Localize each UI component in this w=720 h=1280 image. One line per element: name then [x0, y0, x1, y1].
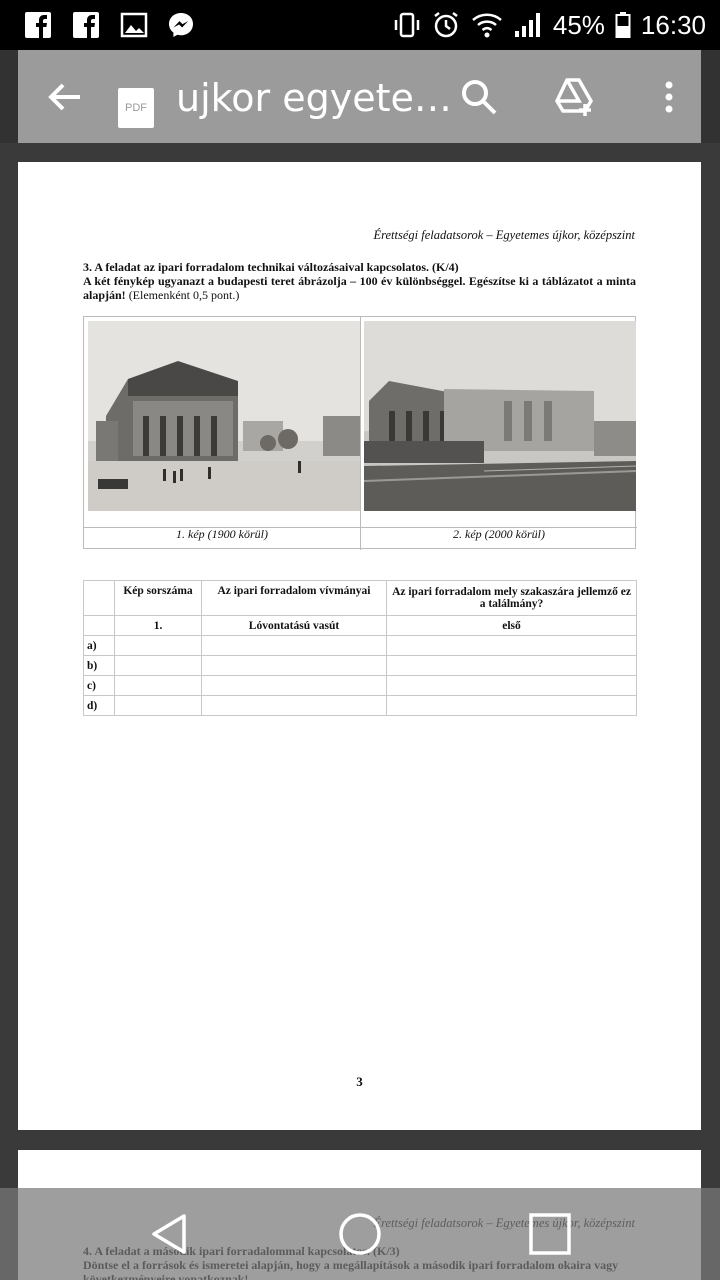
photo-divider	[360, 317, 361, 550]
row-label: c)	[84, 676, 115, 696]
answer-cell	[202, 656, 387, 676]
table-row	[84, 636, 637, 656]
navigation-bar	[0, 1188, 720, 1280]
vibrate-icon	[393, 11, 421, 39]
table-corner-cell	[84, 581, 115, 616]
add-to-drive-icon[interactable]	[553, 76, 595, 118]
pdf-file-icon	[118, 88, 154, 128]
row-label: a)	[84, 636, 115, 656]
facebook-icon	[24, 11, 52, 39]
answer-cell	[202, 696, 387, 716]
photo-2-caption: 2. kép (2000 körül)	[453, 527, 545, 541]
recents-nav-icon[interactable]	[527, 1211, 573, 1257]
signal-icon	[513, 11, 543, 39]
answer-cell	[387, 676, 637, 696]
photo-1900	[88, 321, 360, 511]
header-achievements: Az ipari forradalom vívmányai	[202, 581, 387, 616]
battery-percent: 45%	[552, 9, 605, 40]
gallery-icon	[120, 11, 148, 39]
task-instruction	[83, 274, 636, 302]
answer-cell	[115, 676, 202, 696]
home-nav-icon[interactable]	[337, 1211, 383, 1257]
facebook-icon	[72, 11, 100, 39]
answer-cell	[202, 676, 387, 696]
example-stage: első	[387, 616, 637, 636]
table-header-row	[84, 581, 637, 616]
example-photo-number: 1.	[115, 616, 202, 636]
header-photo-number: Kép sorszáma	[115, 581, 202, 616]
task-title: 3. A feladat az ipari forradalom technikai változásaival kapcsolatos. (K/4)	[83, 260, 459, 274]
alarm-icon	[431, 10, 461, 40]
header-stage: Az ipari forradalom mely szakaszára jellemző ez a találmány?	[387, 581, 637, 616]
task-block	[83, 260, 636, 302]
example-label-cell	[84, 616, 115, 636]
photo-2000	[364, 321, 636, 511]
answer-cell	[387, 696, 637, 716]
answer-cell	[387, 656, 637, 676]
answer-cell	[115, 696, 202, 716]
wifi-icon	[471, 11, 503, 39]
answer-cell	[387, 636, 637, 656]
row-label: b)	[84, 656, 115, 676]
status-right	[393, 0, 706, 50]
row-label: d)	[84, 696, 115, 716]
table-example-row	[84, 616, 637, 636]
photo-table	[83, 316, 636, 549]
status-bar	[0, 0, 720, 50]
answer-cell	[115, 656, 202, 676]
page-number: 3	[356, 1074, 363, 1089]
photo-1-caption: 1. kép (1900 körül)	[176, 527, 268, 541]
app-bar	[18, 50, 701, 143]
table-row	[84, 696, 637, 716]
back-arrow-icon[interactable]	[44, 76, 86, 118]
task-points: (Elemenként 0,5 pont.)	[128, 288, 240, 302]
task-text: A két fénykép ugyanazt a budapesti teret ábrázolja – 100 év különbséggel. Egészítse ki a táblázatot a minta alapján!	[83, 274, 636, 302]
more-options-icon[interactable]	[648, 76, 690, 118]
battery-icon	[615, 11, 631, 39]
table-row	[84, 656, 637, 676]
answer-cell	[202, 636, 387, 656]
page-header: Érettségi feladatsorok – Egyetemes újkor, középszint	[373, 228, 635, 242]
answer-table	[83, 580, 637, 716]
document-title: ujkor egyete…	[176, 76, 452, 120]
messenger-icon	[167, 11, 195, 39]
example-achievement: Lóvontatású vasút	[202, 616, 387, 636]
table-row	[84, 676, 637, 696]
answer-cell	[115, 636, 202, 656]
pdf-badge: PDF	[125, 102, 147, 114]
back-nav-icon[interactable]	[146, 1211, 192, 1257]
search-icon[interactable]	[458, 76, 500, 118]
clock: 16:30	[640, 9, 706, 40]
pdf-page	[18, 162, 701, 1130]
